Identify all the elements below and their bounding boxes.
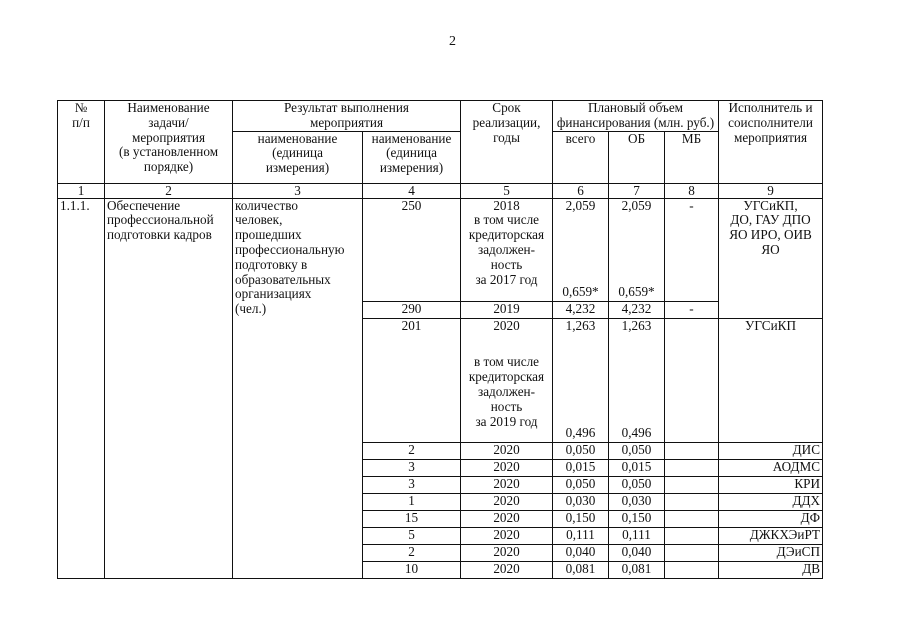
ob-cell: 0,111: [609, 527, 665, 544]
indicator-value: 290: [363, 301, 461, 318]
total-cell: 0,040: [553, 544, 609, 561]
column-number: 5: [461, 183, 553, 198]
term-cell: 2020: [461, 561, 553, 578]
ob-cell: 0,040: [609, 544, 665, 561]
header-col-value: наименование (единица измерения): [363, 131, 461, 183]
term-cell: 2018 в том числе кредиторская задолжен- ность за 2017 год: [461, 198, 553, 301]
ob-cell: 2,059 0,659*: [609, 198, 665, 301]
indicator-value: 15: [363, 510, 461, 527]
executor-cell: УГСиКП: [719, 318, 823, 442]
column-number: 6: [553, 183, 609, 198]
executor-cell: УГСиКП, ДО, ГАУ ДПО ЯО ИРО, ОИВ ЯО: [719, 198, 823, 318]
term-cell: 2020: [461, 544, 553, 561]
executor-cell: ДДХ: [719, 493, 823, 510]
total-cell: 0,050: [553, 442, 609, 459]
executor-cell: АОДМС: [719, 459, 823, 476]
header-col-executor: Исполнитель и соисполнители мероприятия: [719, 101, 823, 184]
ob-cell: 4,232: [609, 301, 665, 318]
indicator-value: 3: [363, 476, 461, 493]
header-funding-group: Плановый объем финансирования (млн. руб.): [553, 101, 719, 132]
indicator-value: 2: [363, 442, 461, 459]
term-cell: 2020: [461, 527, 553, 544]
header-row-1: [58, 101, 823, 132]
total-cell: 0,111: [553, 527, 609, 544]
total-cell: 1,263 0,496: [553, 318, 609, 442]
executor-cell: ДВ: [719, 561, 823, 578]
column-number: 2: [105, 183, 233, 198]
mb-cell: [665, 544, 719, 561]
indicator-value: 5: [363, 527, 461, 544]
column-number: 3: [233, 183, 363, 198]
ob-cell: 0,030: [609, 493, 665, 510]
mb-cell: [665, 493, 719, 510]
total-cell: 0,015: [553, 459, 609, 476]
mb-cell: [665, 442, 719, 459]
ob-cell: 0,150: [609, 510, 665, 527]
executor-cell: КРИ: [719, 476, 823, 493]
ob-cell: 0,050: [609, 476, 665, 493]
header-col-mb: МБ: [665, 131, 719, 183]
ob-cell: 1,263 0,496: [609, 318, 665, 442]
mb-cell: [665, 561, 719, 578]
total-cell: 2,059 0,659*: [553, 198, 609, 301]
mb-cell: [665, 459, 719, 476]
header-col-term: Срок реализации, годы: [461, 101, 553, 184]
header-col-task: Наименование задачи/ мероприятия (в установленном порядке): [105, 101, 233, 184]
header-col-total: всего: [553, 131, 609, 183]
column-numbers-row: [58, 183, 823, 198]
ob-cell: 0,050: [609, 442, 665, 459]
column-number: 4: [363, 183, 461, 198]
total-cell: 4,232: [553, 301, 609, 318]
column-number: 1: [58, 183, 105, 198]
term-cell: 2020: [461, 476, 553, 493]
indicator-value: 201: [363, 318, 461, 442]
mb-cell: -: [665, 198, 719, 301]
indicator-value: 250: [363, 198, 461, 301]
mb-cell: [665, 318, 719, 442]
mb-cell: [665, 476, 719, 493]
term-cell: 2020 в том числе кредиторская задолжен- ность за 2019 год: [461, 318, 553, 442]
mb-cell: -: [665, 301, 719, 318]
ob-cell: 0,081: [609, 561, 665, 578]
term-cell: 2020: [461, 442, 553, 459]
indicator-value: 2: [363, 544, 461, 561]
column-number: 8: [665, 183, 719, 198]
page-number: 2: [449, 34, 456, 49]
term-cell: 2020: [461, 459, 553, 476]
task-name: Обеспечение профессиональной подготовки кадров: [105, 198, 233, 578]
executor-cell: ДФ: [719, 510, 823, 527]
total-cell: 0,150: [553, 510, 609, 527]
total-cell: 0,030: [553, 493, 609, 510]
header-result-group: Результат выполнения мероприятия: [233, 101, 461, 132]
mb-cell: [665, 510, 719, 527]
header-col-indicator: наименование (единица измерения): [233, 131, 363, 183]
ob-cell: 0,015: [609, 459, 665, 476]
term-cell: 2019: [461, 301, 553, 318]
indicator-value: 3: [363, 459, 461, 476]
executor-cell: ДИС: [719, 442, 823, 459]
executor-cell: ДЭиСП: [719, 544, 823, 561]
total-cell: 0,081: [553, 561, 609, 578]
table-row: [58, 198, 823, 301]
column-number: 7: [609, 183, 665, 198]
task-indicator: количество человек, прошедших профессиональную подготовку в образовательных организациях (чел.): [233, 198, 363, 578]
plan-table: [57, 100, 823, 579]
mb-cell: [665, 527, 719, 544]
column-number: 9: [719, 183, 823, 198]
term-cell: 2020: [461, 493, 553, 510]
header-col-number: № п/п: [58, 101, 105, 184]
total-cell: 0,050: [553, 476, 609, 493]
term-cell: 2020: [461, 510, 553, 527]
indicator-value: 1: [363, 493, 461, 510]
header-col-ob: ОБ: [609, 131, 665, 183]
task-number: 1.1.1.: [58, 198, 105, 578]
executor-cell: ДЖКХЭиРТ: [719, 527, 823, 544]
indicator-value: 10: [363, 561, 461, 578]
